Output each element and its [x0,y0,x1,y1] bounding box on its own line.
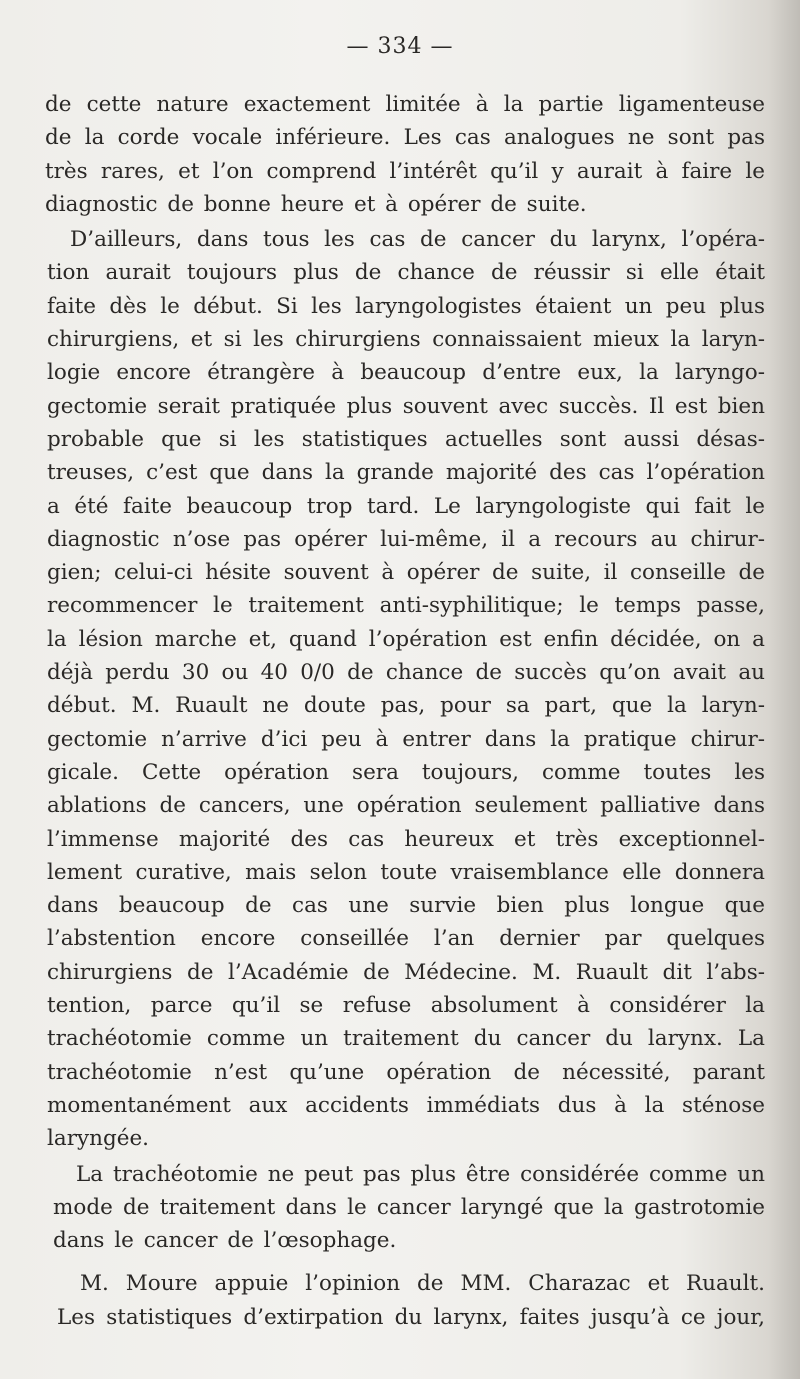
text-line: chirurgiens, et si les chirurgiens connaissaient mieux la laryn- [47,327,765,353]
text-line: déjà perdu 30 ou 40 0/0 de chance de succès qu’on avait au [47,660,765,686]
text-line: laryngée. [47,1126,150,1152]
text-line: diagnostic de bonne heure et à opérer de suite. [45,191,587,217]
text-line: faite dès le début. Si les laryngologistes étaient un peu plus [47,293,765,319]
text-line: gicale. Cette opération sera toujours, comme toutes les [47,759,765,785]
text-line: D’ailleurs, dans tous les cas de cancer du larynx, l’opéra- [70,227,765,253]
paragraph [47,223,765,1155]
paragraph [53,1158,765,1258]
text-line: trachéotomie comme un traitement du cancer du larynx. La [47,1026,765,1052]
text-line: gectomie serait pratiquée plus souvent avec succès. Il est bien [47,393,765,419]
text-line: de cette nature exactement limitée à la partie ligamenteuse [45,92,765,117]
text-line: a été faite beaucoup trop tard. Le laryngologiste qui fait le [47,493,765,519]
text-line: l’immense majorité des cas heureux et très exceptionnel- [47,826,765,852]
text-line: tion aurait toujours plus de chance de réussir si elle était [47,260,765,286]
body-text [45,88,765,1336]
text-line: ablations de cancers, une opération seulement palliative dans [47,793,765,819]
text-line: début. M. Ruault ne doute pas, pour sa part, que la laryn- [47,693,765,719]
text-line: recommencer le traitement anti-syphilitique; le temps passe, [47,593,765,619]
text-line: diagnostic n’ose pas opérer lui-même, il a recours au chirur- [47,526,765,552]
text-line: tention, parce qu’il se refuse absolument à considérer la [47,993,765,1019]
text-line: logie encore étrangère à beaucoup d’entre eux, la laryngo- [47,360,765,386]
text-line: La trachéotomie ne peut pas plus être considérée comme un [76,1161,765,1187]
text-line: gectomie n’arrive d’ici peu à entrer dans la pratique chirur- [47,726,765,752]
text-line: M. Moure appuie l’opinion de MM. Charazac et Ruault. [80,1271,765,1297]
text-line: l’abstention encore conseillée l’an dernier par quelques [47,926,765,952]
text-line: probable que si les statistiques actuelles sont aussi désas- [47,426,765,452]
text-line: dans beaucoup de cas une survie bien plus longue que [47,893,765,919]
text-line: trachéotomie n’est qu’une opération de nécessité, parant [47,1059,765,1085]
text-line: dans le cancer de l’œsophage. [53,1228,397,1254]
text-line: de la corde vocale inférieure. Les cas analogues ne sont pas [45,125,765,151]
paragraph [57,1267,765,1334]
text-line: chirurgiens de l’Académie de Médecine. M. Ruault dit l’abs- [47,959,765,985]
text-line: treuses, c’est que dans la grande majorité des cas l’opération [47,460,765,486]
text-line: gien; celui-ci hésite souvent à opérer de suite, il conseille de [47,560,765,586]
text-line: mode de traitement dans le cancer laryngé que la gastrotomie [53,1194,765,1220]
text-line: momentanément aux accidents immédiats dus à la sténose [47,1092,765,1118]
page-number: — 334 — [346,34,454,59]
text-line: Les statistiques d’extirpation du larynx, faites jusqu’à ce jour, [57,1304,765,1330]
text-line: la lésion marche et, quand l’opération est enfin décidée, on a [47,626,765,652]
text-line: très rares, et l’on comprend l’intérêt qu’il y aurait à faire le [45,158,765,184]
paragraph [45,88,765,221]
text-line: lement curative, mais selon toute vraisemblance elle donnera [47,859,765,885]
